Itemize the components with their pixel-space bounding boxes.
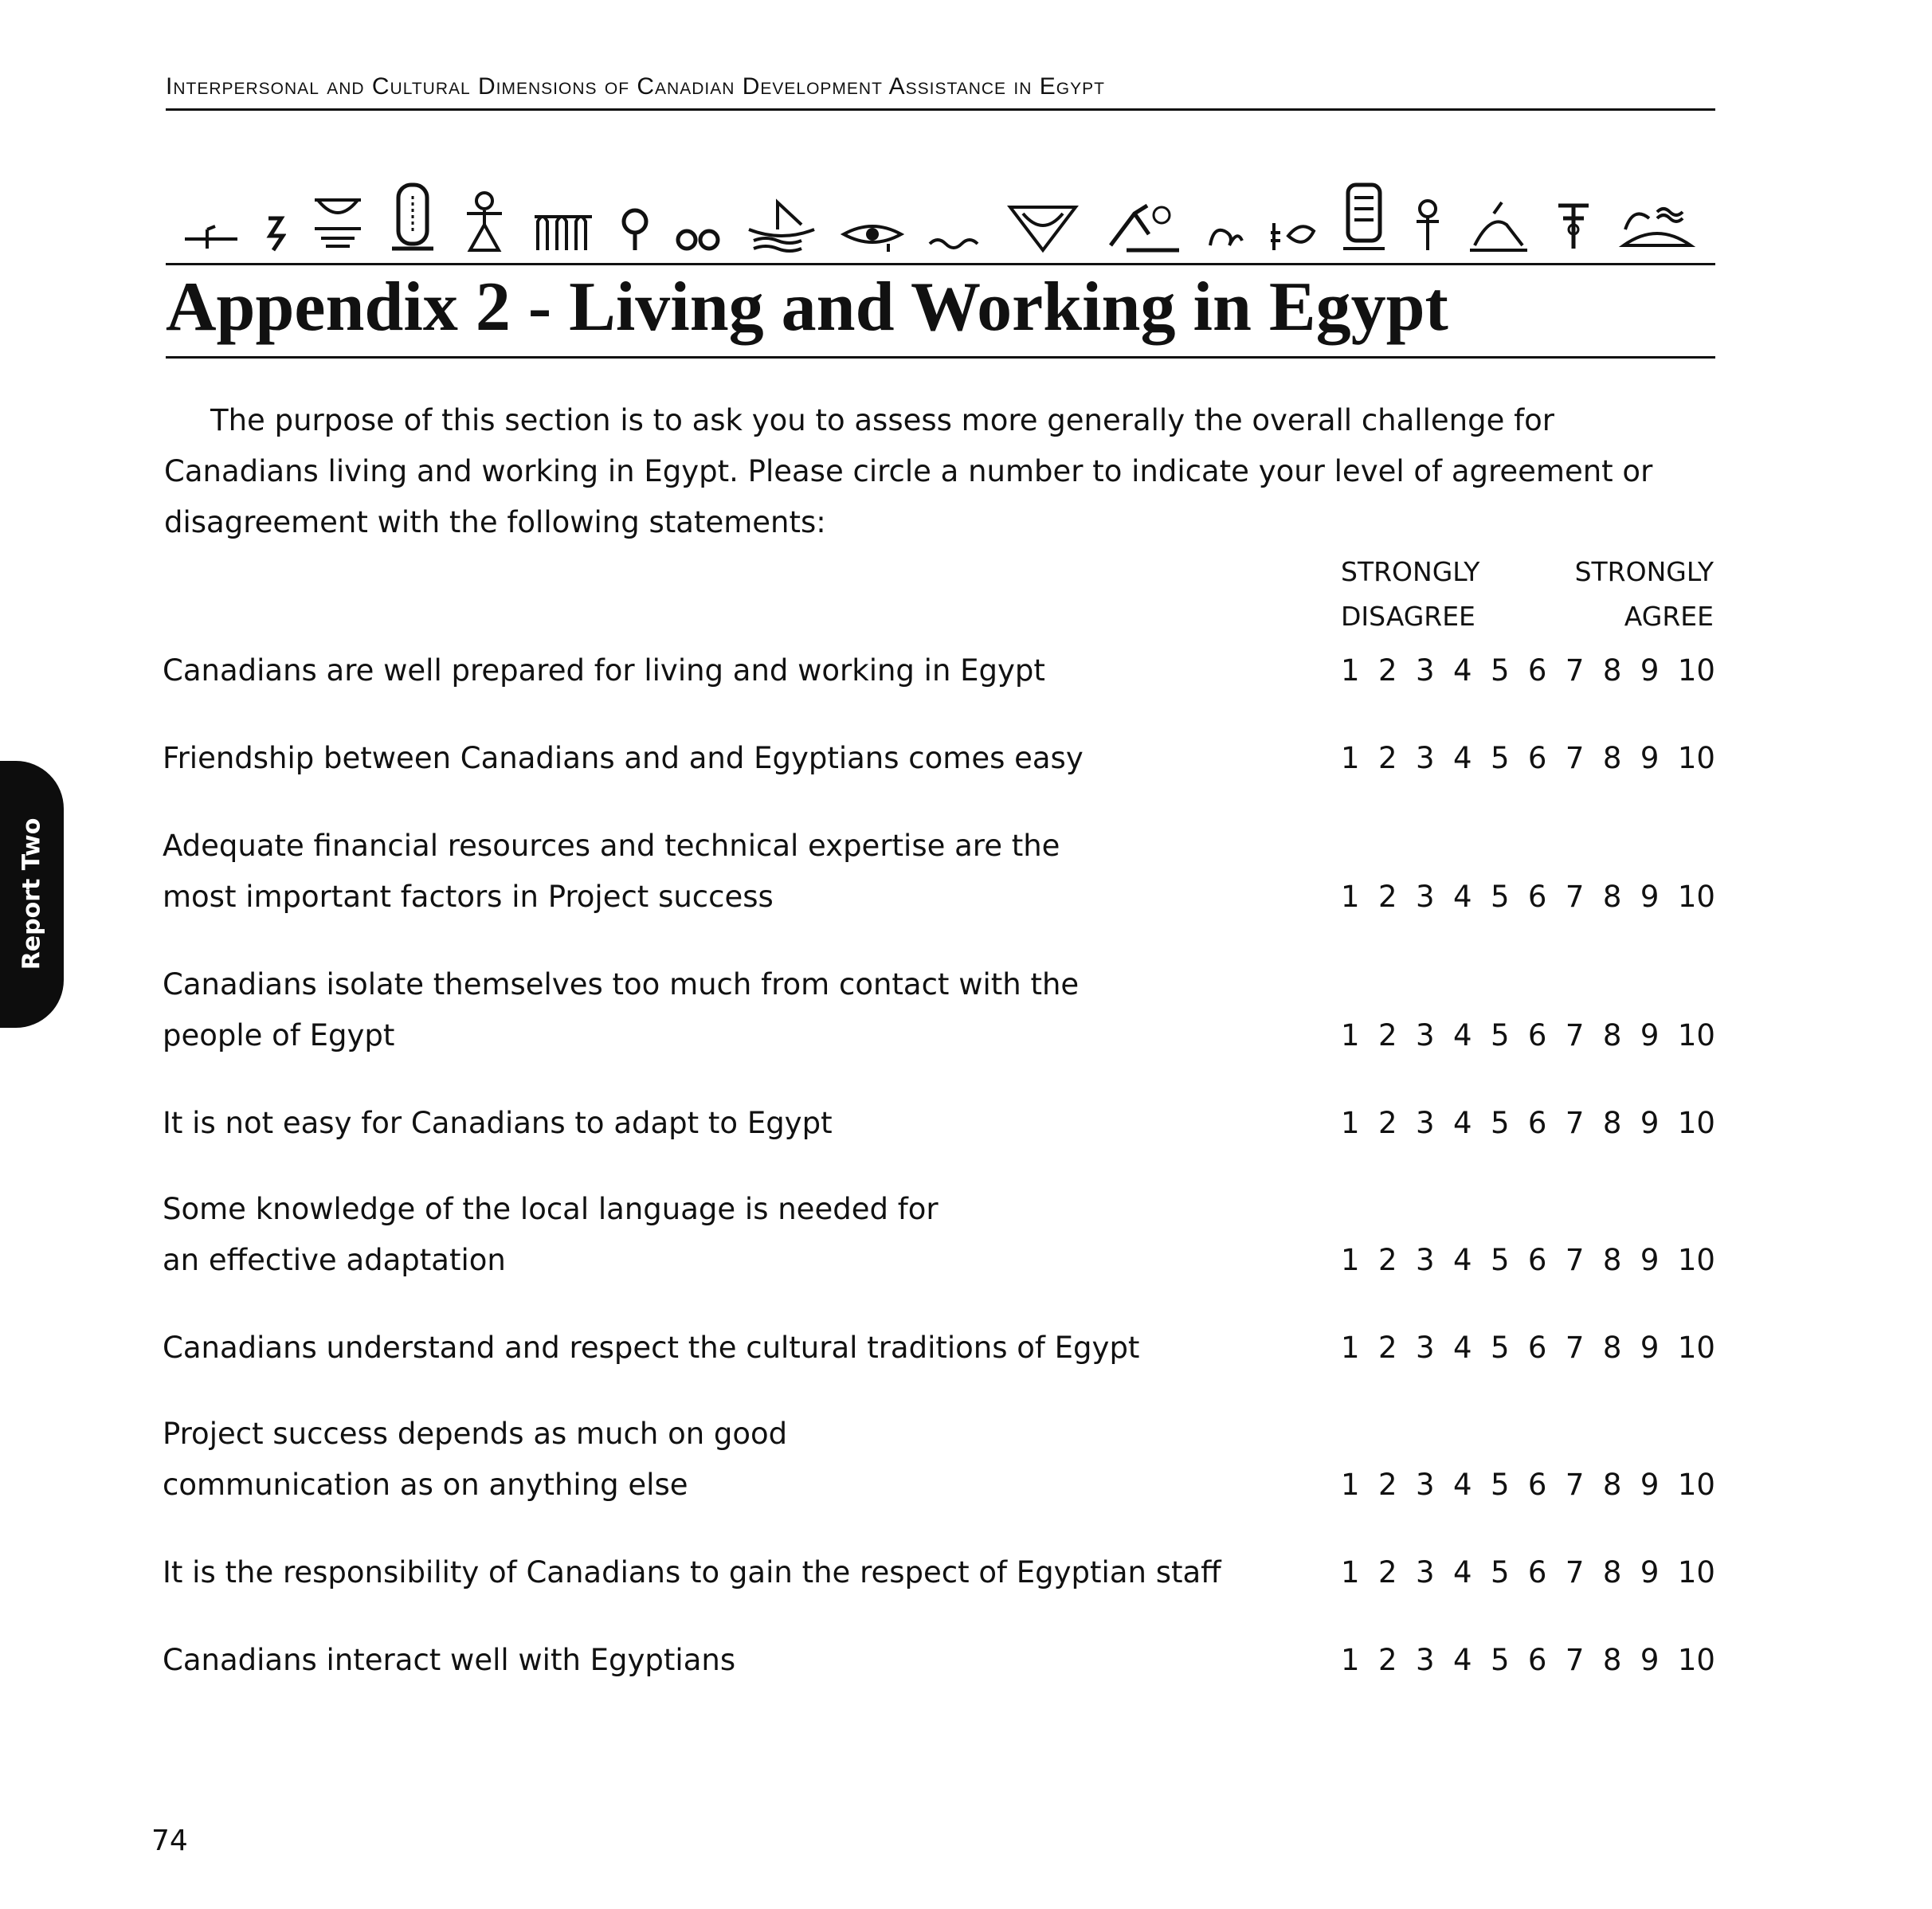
rating-option[interactable]: 2 xyxy=(1377,1468,1397,1502)
rating-option[interactable]: 5 xyxy=(1490,1331,1510,1365)
hieroglyph-icon xyxy=(1554,198,1593,253)
statement-text xyxy=(163,1184,1310,1286)
rating-option[interactable]: 10 xyxy=(1677,653,1715,688)
rating-option[interactable]: 8 xyxy=(1602,1468,1622,1502)
hieroglyph-icon xyxy=(1617,198,1697,253)
rating-option[interactable]: 5 xyxy=(1490,1106,1510,1140)
statement-line: Friendship between Canadians and and Egyptians comes easy xyxy=(163,741,1084,775)
title-rule-top xyxy=(166,263,1715,265)
rating-option[interactable]: 7 xyxy=(1565,1555,1585,1590)
section-tab-label: Report Two xyxy=(18,817,46,970)
rating-option[interactable]: 10 xyxy=(1677,1106,1715,1140)
scale-label-agree-top: STRONGLY xyxy=(1574,556,1714,587)
rating-option[interactable]: 5 xyxy=(1490,1468,1510,1502)
rating-option[interactable]: 4 xyxy=(1452,653,1472,688)
hieroglyph-icon xyxy=(460,190,508,253)
rating-option[interactable]: 10 xyxy=(1677,1643,1715,1677)
rating-option[interactable]: 8 xyxy=(1602,741,1622,775)
statement-line: an effective adaptation xyxy=(163,1243,506,1277)
statement-line: Canadians are well prepared for living and working in Egypt xyxy=(163,653,1045,688)
rating-option[interactable]: 7 xyxy=(1565,653,1585,688)
statement-line: It is not easy for Canadians to adapt to Egypt xyxy=(163,1106,833,1140)
statement-text xyxy=(163,821,1310,923)
rating-option[interactable]: 9 xyxy=(1640,1643,1660,1677)
rating-option[interactable]: 10 xyxy=(1677,1555,1715,1590)
rating-option[interactable]: 4 xyxy=(1452,741,1472,775)
rating-option[interactable]: 2 xyxy=(1377,1643,1397,1677)
rating-option[interactable]: 7 xyxy=(1565,880,1585,914)
statement-text xyxy=(163,645,1310,696)
rating-option[interactable]: 1 xyxy=(1341,741,1360,775)
scale-label-disagree xyxy=(1341,550,1479,639)
rating-option[interactable]: 9 xyxy=(1640,741,1660,775)
intro-paragraph: The purpose of this section is to ask you to assess more generally the overall challenge for Canadians living and working in Egypt. Please circle a number to indicate your level of agreement or disagreement with the following statements: xyxy=(164,403,1653,539)
statement-text xyxy=(163,1635,1310,1686)
statement-text xyxy=(163,959,1310,1061)
rating-option[interactable]: 9 xyxy=(1640,1468,1660,1502)
hieroglyph-icon xyxy=(262,214,286,253)
statement-line: Canadians interact well with Egyptians xyxy=(163,1643,736,1677)
rating-option[interactable]: 1 xyxy=(1341,880,1360,914)
hieroglyph-icon xyxy=(1467,198,1530,253)
rating-option[interactable]: 6 xyxy=(1527,741,1547,775)
rating-option[interactable]: 5 xyxy=(1490,1555,1510,1590)
rating-scale xyxy=(1341,1547,1715,1598)
statement-line: Canadians isolate themselves too much from contact with the xyxy=(163,967,1080,1002)
rating-scale xyxy=(1341,733,1715,784)
hieroglyph-icon xyxy=(1205,221,1245,253)
rating-option[interactable]: 9 xyxy=(1640,653,1660,688)
rating-option[interactable]: 7 xyxy=(1565,1331,1585,1365)
rating-option[interactable]: 8 xyxy=(1602,1018,1622,1052)
rating-option[interactable]: 5 xyxy=(1490,653,1510,688)
statement-line: It is the responsibility of Canadians to gain the respect of Egyptian staff xyxy=(163,1555,1221,1590)
scale-label-agree xyxy=(1575,550,1714,639)
rating-option[interactable]: 1 xyxy=(1341,1243,1360,1277)
rating-option[interactable]: 4 xyxy=(1452,1643,1472,1677)
rating-option[interactable]: 9 xyxy=(1640,1555,1660,1590)
rating-option[interactable]: 10 xyxy=(1677,741,1715,775)
rating-option[interactable]: 2 xyxy=(1377,1018,1397,1052)
rating-option[interactable]: 4 xyxy=(1452,880,1472,914)
statement-line: people of Egypt xyxy=(163,1018,395,1052)
hieroglyph-icon xyxy=(310,194,366,253)
rating-option[interactable]: 6 xyxy=(1527,1643,1547,1677)
rating-option[interactable]: 8 xyxy=(1602,1643,1622,1677)
scale-label-agree-bottom: AGREE xyxy=(1624,601,1714,632)
hieroglyph-icon xyxy=(674,226,722,253)
rating-scale xyxy=(1341,1098,1715,1149)
rating-option[interactable]: 2 xyxy=(1377,653,1397,688)
rating-option[interactable]: 3 xyxy=(1415,1243,1435,1277)
statement-text xyxy=(163,1547,1310,1598)
rating-scale xyxy=(1341,1323,1715,1374)
rating-option[interactable]: 6 xyxy=(1527,1106,1547,1140)
rating-option[interactable]: 3 xyxy=(1415,653,1435,688)
rating-option[interactable]: 5 xyxy=(1490,1643,1510,1677)
rating-option[interactable]: 5 xyxy=(1490,880,1510,914)
rating-option[interactable]: 10 xyxy=(1677,1468,1715,1502)
rating-option[interactable]: 3 xyxy=(1415,1018,1435,1052)
rating-option[interactable]: 4 xyxy=(1452,1331,1472,1365)
title-rule-bottom xyxy=(166,356,1715,359)
rating-option[interactable]: 7 xyxy=(1565,1106,1585,1140)
rating-option[interactable]: 8 xyxy=(1602,1106,1622,1140)
rating-option[interactable]: 4 xyxy=(1452,1243,1472,1277)
rating-option[interactable]: 2 xyxy=(1377,1106,1397,1140)
rating-option[interactable]: 2 xyxy=(1377,741,1397,775)
rating-option[interactable]: 9 xyxy=(1640,1018,1660,1052)
rating-scale xyxy=(1341,1235,1715,1286)
rating-option[interactable]: 1 xyxy=(1341,1331,1360,1365)
rating-option[interactable]: 6 xyxy=(1527,1555,1547,1590)
hieroglyph-icon xyxy=(1412,198,1444,253)
rating-option[interactable]: 7 xyxy=(1565,741,1585,775)
hieroglyph-icon xyxy=(928,234,984,253)
hieroglyph-icon xyxy=(389,182,437,253)
scale-label-disagree-bottom: DISAGREE xyxy=(1341,601,1475,632)
rating-option[interactable]: 9 xyxy=(1640,1331,1660,1365)
rating-option[interactable]: 7 xyxy=(1565,1643,1585,1677)
rating-option[interactable]: 9 xyxy=(1640,1106,1660,1140)
rating-option[interactable]: 1 xyxy=(1341,1018,1360,1052)
statement-text xyxy=(163,733,1310,784)
rating-option[interactable]: 1 xyxy=(1341,1468,1360,1502)
statement-line: communication as on anything else xyxy=(163,1468,688,1502)
rating-option[interactable]: 4 xyxy=(1452,1018,1472,1052)
rating-option[interactable]: 6 xyxy=(1527,1243,1547,1277)
rating-option[interactable]: 7 xyxy=(1565,1018,1585,1052)
rating-option[interactable]: 4 xyxy=(1452,1106,1472,1140)
rating-option[interactable]: 1 xyxy=(1341,653,1360,688)
rating-option[interactable]: 1 xyxy=(1341,1106,1360,1140)
statement-line: Adequate financial resources and technical expertise are the xyxy=(163,829,1060,863)
rating-option[interactable]: 3 xyxy=(1415,1555,1435,1590)
hieroglyph-icon xyxy=(1269,218,1317,253)
hieroglyph-icon xyxy=(841,218,904,253)
scale-label-disagree-top: STRONGLY xyxy=(1341,556,1480,587)
rating-option[interactable]: 2 xyxy=(1377,1555,1397,1590)
rating-option[interactable]: 3 xyxy=(1415,1643,1435,1677)
hieroglyph-icon xyxy=(1007,202,1079,253)
statement-line: Project success depends as much on good xyxy=(163,1417,788,1451)
statement-line: Some knowledge of the local language is needed for xyxy=(163,1192,939,1226)
rating-option[interactable]: 7 xyxy=(1565,1468,1585,1502)
rating-option[interactable]: 10 xyxy=(1677,1018,1715,1052)
rating-option[interactable]: 5 xyxy=(1490,1243,1510,1277)
rating-scale xyxy=(1341,1635,1715,1686)
rating-option[interactable]: 8 xyxy=(1602,653,1622,688)
rating-scale xyxy=(1341,872,1715,923)
statement-text xyxy=(163,1098,1310,1149)
rating-option[interactable]: 9 xyxy=(1640,1243,1660,1277)
rating-option[interactable]: 3 xyxy=(1415,741,1435,775)
rating-option[interactable]: 1 xyxy=(1341,1643,1360,1677)
page-number: 74 xyxy=(151,1825,188,1857)
rating-option[interactable]: 1 xyxy=(1341,1555,1360,1590)
rating-option[interactable]: 8 xyxy=(1602,1555,1622,1590)
rating-option[interactable]: 6 xyxy=(1527,653,1547,688)
rating-option[interactable]: 5 xyxy=(1490,741,1510,775)
rating-option[interactable]: 10 xyxy=(1677,880,1715,914)
rating-scale xyxy=(1341,645,1715,696)
rating-option[interactable]: 6 xyxy=(1527,1018,1547,1052)
statement-text xyxy=(163,1409,1310,1511)
hieroglyph-border xyxy=(183,182,1697,253)
rating-option[interactable]: 3 xyxy=(1415,1331,1435,1365)
rating-option[interactable]: 2 xyxy=(1377,880,1397,914)
rating-option[interactable]: 8 xyxy=(1602,1243,1622,1277)
rating-option[interactable]: 5 xyxy=(1490,1018,1510,1052)
rating-option[interactable]: 6 xyxy=(1527,1331,1547,1365)
rating-option[interactable]: 3 xyxy=(1415,1106,1435,1140)
rating-option[interactable]: 7 xyxy=(1565,1243,1585,1277)
hieroglyph-icon xyxy=(1103,198,1182,253)
rating-option[interactable]: 4 xyxy=(1452,1468,1472,1502)
rating-option[interactable]: 9 xyxy=(1640,880,1660,914)
rating-option[interactable]: 10 xyxy=(1677,1331,1715,1365)
rating-scale xyxy=(1341,1460,1715,1511)
hieroglyph-icon xyxy=(531,206,595,253)
rating-option[interactable]: 10 xyxy=(1677,1243,1715,1277)
rating-option[interactable]: 4 xyxy=(1452,1555,1472,1590)
rating-scale xyxy=(1341,1010,1715,1061)
statement-text xyxy=(163,1323,1310,1374)
running-header: Interpersonal and Cultural Dimensions of Canadian Development Assistance in Egypt xyxy=(166,73,1715,111)
rating-option[interactable]: 3 xyxy=(1415,1468,1435,1502)
rating-option[interactable]: 6 xyxy=(1527,1468,1547,1502)
rating-option[interactable]: 6 xyxy=(1527,880,1547,914)
rating-option[interactable]: 3 xyxy=(1415,880,1435,914)
rating-option[interactable]: 8 xyxy=(1602,1331,1622,1365)
rating-option[interactable]: 2 xyxy=(1377,1243,1397,1277)
hieroglyph-icon xyxy=(1340,182,1388,253)
rating-option[interactable]: 2 xyxy=(1377,1331,1397,1365)
hieroglyph-icon xyxy=(619,206,651,253)
statement-line: most important factors in Project success xyxy=(163,880,774,914)
page-title: Appendix 2 - Living and Working in Egypt xyxy=(166,269,1448,346)
hieroglyph-icon xyxy=(746,198,817,253)
rating-option[interactable]: 8 xyxy=(1602,880,1622,914)
hieroglyph-icon xyxy=(183,221,239,253)
statement-line: Canadians understand and respect the cultural traditions of Egypt xyxy=(163,1331,1140,1365)
